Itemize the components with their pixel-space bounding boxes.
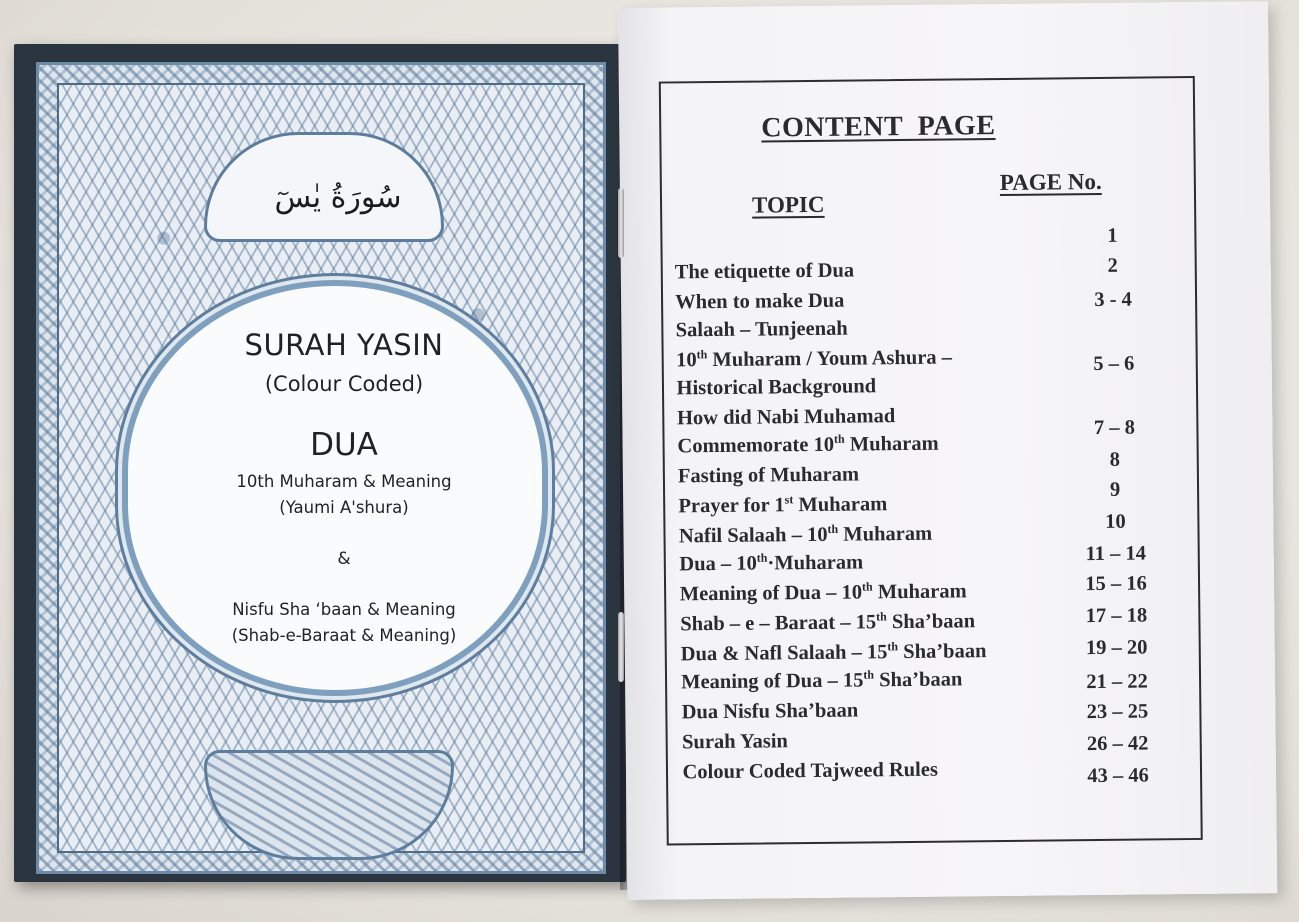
arabic-title: سُورَةُ يٰسٓ: [274, 180, 402, 215]
content-page: [618, 1, 1277, 900]
topic-entry: The etiquette of Dua: [674, 259, 855, 284]
page-number: 43 – 46: [1087, 764, 1149, 788]
topic-entry: Prayer for 1st Muharam: [678, 492, 888, 518]
page-number: 19 – 20: [1085, 636, 1148, 660]
cover-title: SURAH YASIN: [244, 328, 444, 362]
page-number: 3 - 4: [1094, 288, 1132, 312]
topic-entry: When to make Dua: [675, 289, 845, 314]
page-number: 17 – 18: [1085, 604, 1148, 628]
topic-entry: Shab – e – Baraat – 15th Sha’baan: [680, 609, 976, 636]
topic-entry: Historical Background: [676, 375, 877, 400]
topic-entry: Nafil Salaah – 10th Muharam: [678, 521, 933, 548]
page-number: 10: [1105, 510, 1126, 533]
staple-top: [618, 188, 624, 258]
topic-entry: 10th Muharam / Youm Ashura –: [676, 346, 953, 372]
booklet-cover: [14, 44, 626, 882]
topic-entry: Dua – 10th·Muharam: [679, 550, 864, 576]
topic-entry: Meaning of Dua – 15th Sha’baan: [681, 667, 963, 694]
cover-subtitle: (Colour Coded): [264, 372, 424, 396]
page-number: 26 – 42: [1086, 732, 1149, 756]
page-number: 21 – 22: [1086, 670, 1148, 694]
page-number: 5 – 6: [1093, 352, 1135, 376]
staple-bottom: [618, 612, 624, 682]
page-number: 9: [1109, 478, 1121, 501]
topic-entry: Dua & Nafl Salaah – 15th Sha’baan: [680, 639, 987, 666]
cover-line-yaumi: (Yaumi A'shura): [279, 498, 409, 517]
page-number: 15 – 16: [1085, 572, 1147, 596]
page-number: 2: [1107, 254, 1118, 277]
page-number: 1: [1107, 224, 1118, 247]
page-number: 11 – 14: [1085, 542, 1147, 566]
page-column-header: PAGE No.: [999, 168, 1102, 196]
page-number: 8: [1109, 448, 1120, 471]
topic-column-header: TOPIC: [751, 191, 825, 218]
topic-entry: How did Nabi Muhamad: [676, 405, 896, 430]
topic-entry: Colour Coded Tajweed Rules: [682, 758, 938, 784]
content-heading: CONTENT PAGE: [761, 110, 996, 144]
topic-entry: Surah Yasin: [681, 730, 788, 754]
cover-line-muharam: 10th Muharam & Meaning: [236, 472, 452, 491]
cover-dua-heading: DUA: [310, 427, 378, 463]
topic-entry: Meaning of Dua – 10th Muharam: [679, 579, 967, 606]
topic-entry: Dua Nisfu Sha’baan: [681, 699, 859, 724]
topic-entry: Salaah – Tunjeenah: [675, 317, 848, 342]
cover-line-shab: (Shab-e-Baraat & Meaning): [231, 626, 457, 645]
page-number: 7 – 8: [1093, 416, 1136, 440]
topic-entry: Fasting of Muharam: [677, 463, 860, 488]
topic-entry: Commemorate 10th Muharam: [677, 431, 939, 458]
cover-line-nisfu: Nisfu Sha ‘baan & Meaning: [232, 600, 456, 619]
cover-ampersand: &: [337, 549, 351, 569]
page-number: 23 – 25: [1086, 700, 1149, 724]
